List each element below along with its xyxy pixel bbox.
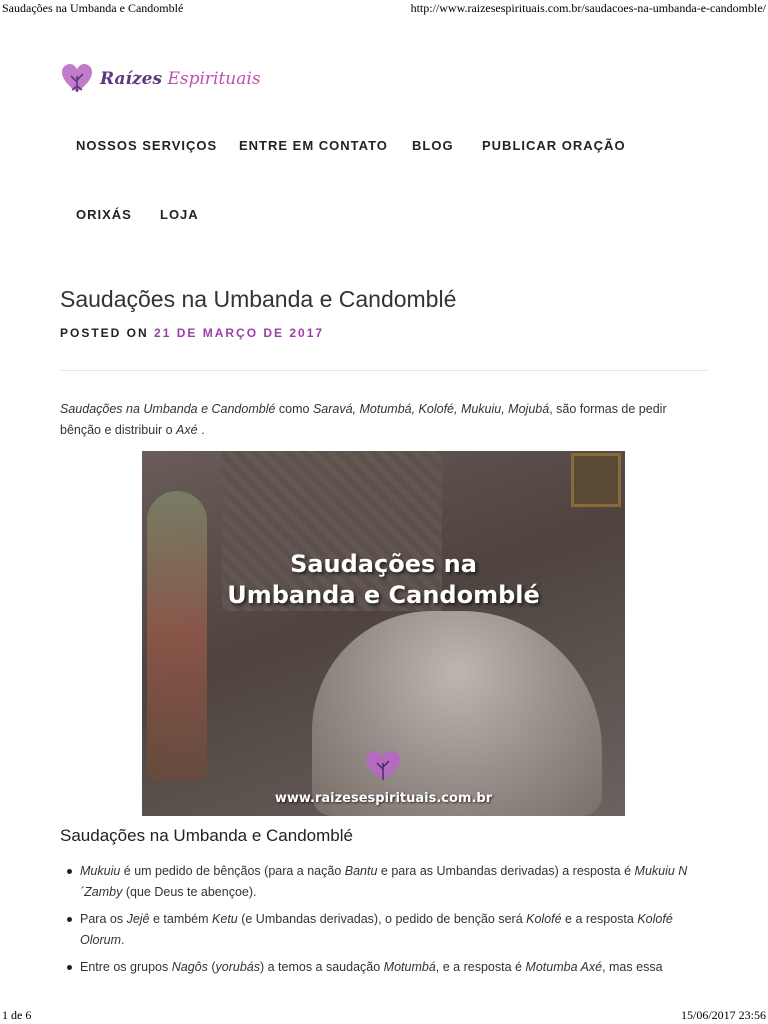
bullet-text: ) a temos a saudação bbox=[259, 960, 384, 974]
intro-text-2: , são formas de pedir bênção e distribuir o bbox=[60, 402, 667, 437]
bullet-text: e também bbox=[149, 912, 213, 926]
intro-em-axe: Axé bbox=[176, 423, 198, 437]
print-header-url: http://www.raizesespirituais.com.br/saudacoes-na-umbanda-e-candomble/ bbox=[410, 1, 766, 15]
site-logo[interactable] bbox=[60, 62, 261, 96]
bullet-em: Mukuiu bbox=[80, 864, 121, 878]
print-header-title: Saudações na Umbanda e Candomblé bbox=[2, 1, 184, 15]
bullet-text: e para as Umbandas derivadas) a resposta é bbox=[377, 864, 635, 878]
bullet-text: (e Umbandas derivadas), o pedido de benção será bbox=[237, 912, 527, 926]
nav-item-nossos-servicos[interactable]: NOSSOS SERVIÇOS bbox=[76, 138, 218, 153]
divider bbox=[60, 370, 708, 371]
bullet-em: Motumba Axé bbox=[525, 960, 603, 974]
bullet-em: Ketu bbox=[212, 912, 238, 926]
list-item bbox=[60, 861, 706, 903]
bullet-text: (que Deus te abençoe). bbox=[122, 885, 257, 899]
greetings-list bbox=[60, 861, 706, 984]
nav-item-loja[interactable]: LOJA bbox=[160, 207, 199, 222]
posted-on-label: POSTED ON bbox=[60, 326, 149, 340]
image-url-caption: www.raizesespirituais.com.br bbox=[274, 791, 493, 806]
intro-em-greetings: Saravá, Motumbá, Kolofé, Mukuiu, Mojubá bbox=[312, 402, 550, 416]
intro-text-3: . bbox=[197, 423, 205, 437]
image-logo-watermark-icon bbox=[363, 748, 403, 784]
print-header bbox=[0, 1, 768, 16]
image-title bbox=[142, 549, 625, 611]
nav-item-entre-em-contato[interactable]: ENTRE EM CONTATO bbox=[239, 138, 388, 153]
nav-item-orixas[interactable]: ORIXÁS bbox=[76, 207, 132, 222]
list-item bbox=[60, 909, 706, 951]
image-title-line-1: Saudações na bbox=[290, 550, 477, 578]
bullet-text: . bbox=[120, 933, 125, 947]
print-footer bbox=[0, 1008, 768, 1023]
bullet-text: , e a resposta é bbox=[435, 960, 526, 974]
bullet-text: Para os bbox=[80, 912, 127, 926]
image-picture-frame bbox=[571, 453, 621, 507]
print-footer-page: 1 de 6 bbox=[2, 1008, 32, 1022]
bullet-text: e a resposta bbox=[561, 912, 638, 926]
bullet-text: Entre os grupos bbox=[80, 960, 172, 974]
nav-item-publicar-oracao[interactable]: PUBLICAR ORAÇÃO bbox=[482, 138, 626, 153]
bullet-em: Mukuiu N´Zamby bbox=[80, 864, 688, 899]
print-footer-datetime: 15/06/2017 23:56 bbox=[680, 1008, 766, 1022]
featured-image bbox=[142, 451, 625, 816]
bullet-em: Bantu bbox=[344, 864, 378, 878]
bullet-em: Kolofé Olorum bbox=[80, 912, 673, 947]
image-kneeling-person bbox=[312, 611, 602, 816]
bullet-text: é um pedido de bênçãos (para a nação bbox=[120, 864, 345, 878]
heart-tree-logo-icon bbox=[60, 62, 94, 96]
nav-item-blog[interactable]: BLOG bbox=[412, 138, 454, 153]
section-heading: Saudações na Umbanda e Candomblé bbox=[60, 826, 353, 845]
intro-paragraph bbox=[60, 399, 710, 441]
post-meta bbox=[60, 326, 324, 340]
bullet-em: yorubás bbox=[215, 960, 260, 974]
bullet-em: Nagôs bbox=[171, 960, 208, 974]
bullet-em: Motumbá bbox=[383, 960, 436, 974]
post-date-link[interactable]: 21 DE MARÇO DE 2017 bbox=[154, 326, 325, 340]
intro-text-1: como bbox=[275, 402, 313, 416]
logo-word-1: Raízes bbox=[100, 69, 163, 89]
image-statue bbox=[147, 491, 207, 781]
list-item bbox=[60, 957, 706, 978]
post-title: Saudações na Umbanda e Candomblé bbox=[60, 286, 457, 312]
image-title-line-2: Umbanda e Candomblé bbox=[227, 581, 540, 609]
bullet-text: , mas essa bbox=[602, 960, 663, 974]
logo-text bbox=[100, 69, 261, 89]
bullet-text: ( bbox=[207, 960, 216, 974]
intro-em-title: Saudações na Umbanda e Candomblé bbox=[60, 402, 276, 416]
logo-word-2: Espirituais bbox=[167, 69, 261, 89]
bullet-em: Jejê bbox=[126, 912, 150, 926]
bullet-em: Kolofé bbox=[526, 912, 562, 926]
